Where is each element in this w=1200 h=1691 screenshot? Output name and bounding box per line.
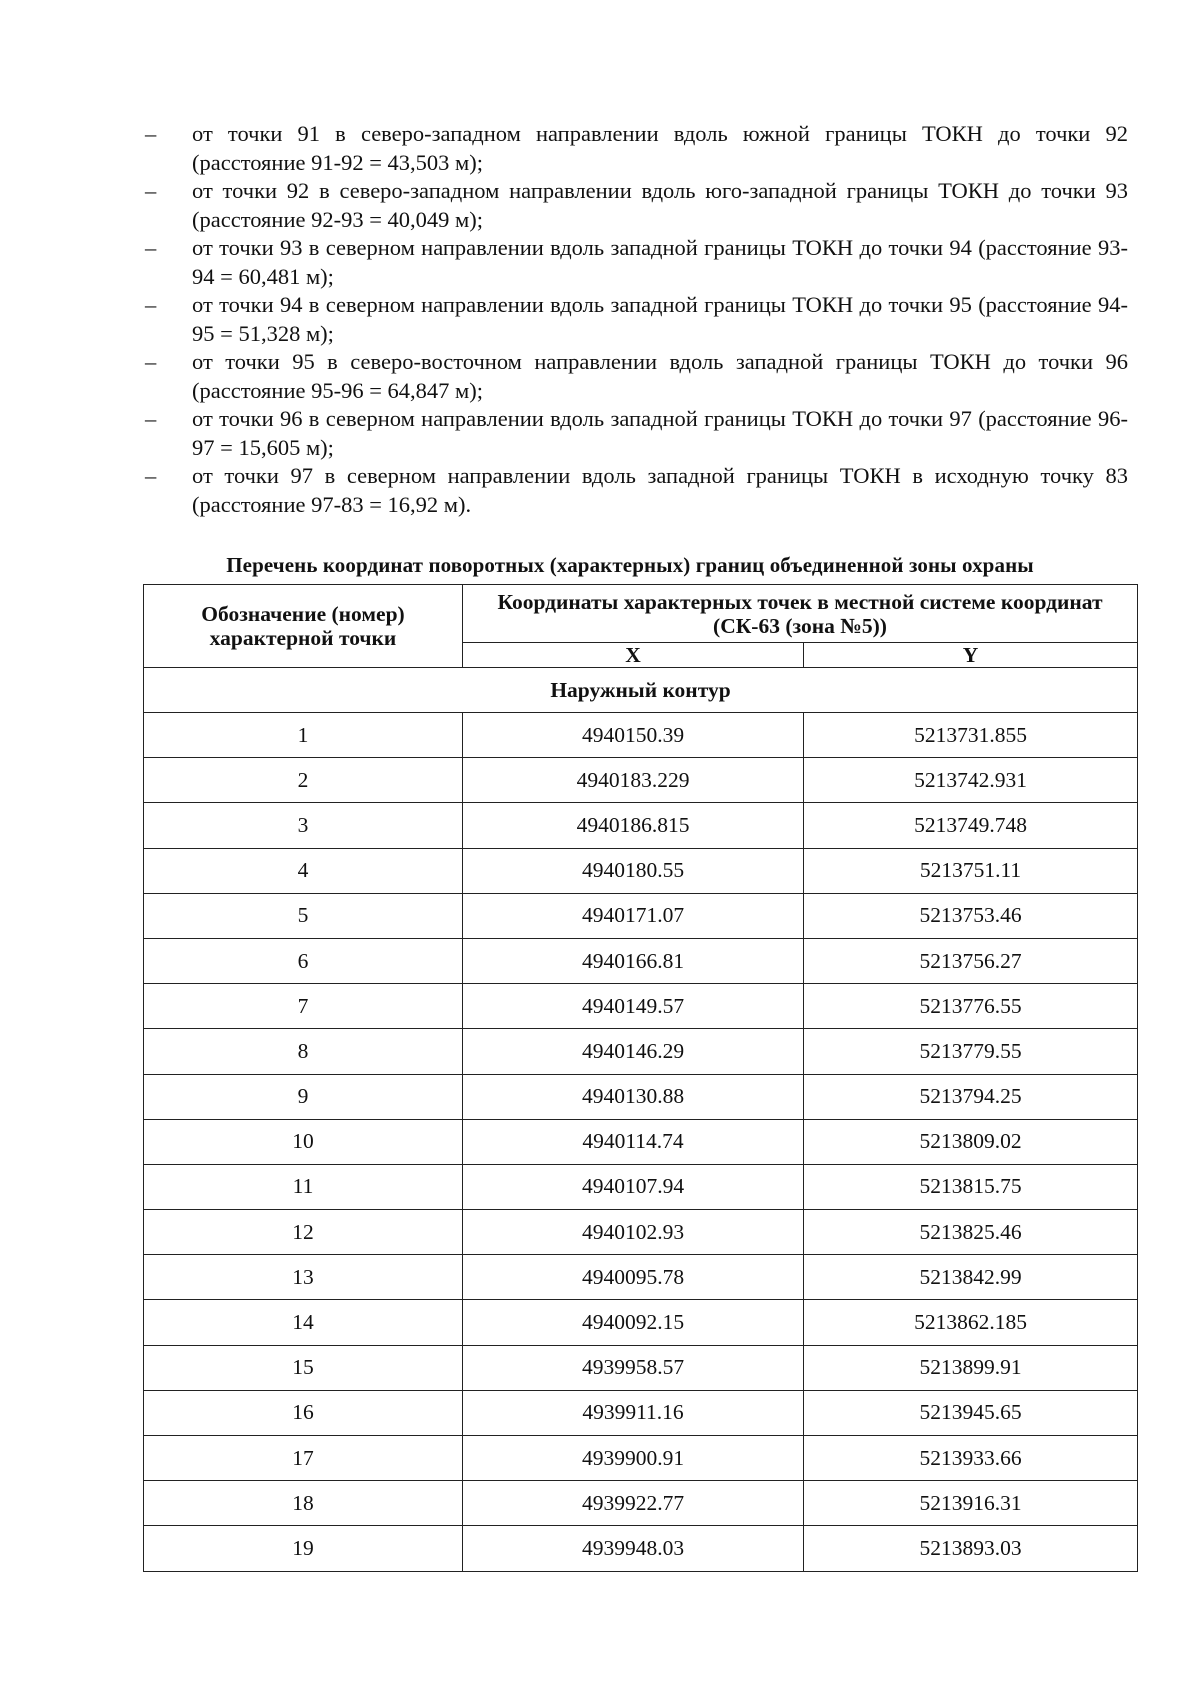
bullet-dash: –	[145, 121, 157, 146]
list-item	[145, 120, 1128, 177]
y-header: Y	[804, 643, 1138, 668]
x-value: 4940180.55	[463, 848, 804, 893]
x-value: 4939922.77	[463, 1481, 804, 1526]
table-row	[144, 713, 1138, 758]
table-row	[144, 1210, 1138, 1255]
point-number: 19	[144, 1526, 463, 1571]
y-value: 5213899.91	[804, 1345, 1138, 1390]
table-row	[144, 984, 1138, 1029]
table-row	[144, 1119, 1138, 1164]
coordinates-header: Координаты характерных точек в местной системе координат (СК-63 (зона №5))	[463, 585, 1138, 643]
table-row	[144, 1300, 1138, 1345]
list-item	[145, 462, 1128, 519]
y-value: 5213916.31	[804, 1481, 1138, 1526]
y-value: 5213753.46	[804, 893, 1138, 938]
table-row	[144, 848, 1138, 893]
point-number: 5	[144, 893, 463, 938]
y-value: 5213862.185	[804, 1300, 1138, 1345]
list-item-text: от точки 96 в северном направлении вдоль западной границы ТОКН до точки 97 (расстояние 96-97 = 15,605 м);	[192, 406, 1128, 460]
table-row	[144, 1436, 1138, 1481]
point-number: 17	[144, 1436, 463, 1481]
y-value: 5213742.931	[804, 758, 1138, 803]
table-row	[144, 893, 1138, 938]
x-value: 4940171.07	[463, 893, 804, 938]
point-number: 1	[144, 713, 463, 758]
x-value: 4939911.16	[463, 1390, 804, 1435]
list-item-text: от точки 95 в северо-восточном направлении вдоль западной границы ТОКН до точки 96 (расстояние 95-96 = 64,847 м);	[192, 349, 1128, 403]
point-number: 14	[144, 1300, 463, 1345]
point-number: 8	[144, 1029, 463, 1074]
point-number: 11	[144, 1164, 463, 1209]
point-number: 10	[144, 1119, 463, 1164]
table-row	[144, 1526, 1138, 1571]
x-value: 4940107.94	[463, 1164, 804, 1209]
table-row	[144, 938, 1138, 983]
point-number: 6	[144, 938, 463, 983]
bullet-dash: –	[145, 178, 157, 203]
point-number: 2	[144, 758, 463, 803]
point-number: 9	[144, 1074, 463, 1119]
table-row	[144, 1074, 1138, 1119]
list-item-text: от точки 93 в северном направлении вдоль западной границы ТОКН до точки 94 (расстояние 93-94 = 60,481 м);	[192, 235, 1128, 289]
bullet-dash: –	[145, 349, 157, 374]
table-row	[144, 1390, 1138, 1435]
table-row	[144, 1345, 1138, 1390]
y-value: 5213779.55	[804, 1029, 1138, 1074]
list-item	[145, 234, 1128, 291]
y-value: 5213756.27	[804, 938, 1138, 983]
x-value: 4940095.78	[463, 1255, 804, 1300]
coordinates-table	[143, 584, 1138, 1572]
y-value: 5213815.75	[804, 1164, 1138, 1209]
point-number: 16	[144, 1390, 463, 1435]
list-item-text: от точки 94 в северном направлении вдоль западной границы ТОКН до точки 95 (расстояние 94-95 = 51,328 м);	[192, 292, 1128, 346]
y-value: 5213776.55	[804, 984, 1138, 1029]
point-number: 13	[144, 1255, 463, 1300]
x-value: 4940149.57	[463, 984, 804, 1029]
bullet-dash: –	[145, 235, 157, 260]
y-value: 5213809.02	[804, 1119, 1138, 1164]
list-item-text: от точки 91 в северо-западном направлении вдоль южной границы ТОКН до точки 92 (расстояние 91-92 = 43,503 м);	[192, 121, 1128, 175]
y-value: 5213794.25	[804, 1074, 1138, 1119]
point-number: 18	[144, 1481, 463, 1526]
table-row	[144, 1481, 1138, 1526]
table-row	[144, 1029, 1138, 1074]
point-number: 15	[144, 1345, 463, 1390]
bullet-dash: –	[145, 463, 157, 488]
table-row	[144, 803, 1138, 848]
x-value: 4940166.81	[463, 938, 804, 983]
y-value: 5213945.65	[804, 1390, 1138, 1435]
point-number-header: Обозначение (номер) характерной точки	[144, 585, 463, 668]
x-value: 4940114.74	[463, 1119, 804, 1164]
x-value: 4940146.29	[463, 1029, 804, 1074]
x-value: 4939958.57	[463, 1345, 804, 1390]
x-value: 4940092.15	[463, 1300, 804, 1345]
y-value: 5213749.748	[804, 803, 1138, 848]
list-item	[145, 177, 1128, 234]
x-value: 4939948.03	[463, 1526, 804, 1571]
y-value: 5213933.66	[804, 1436, 1138, 1481]
y-value: 5213842.99	[804, 1255, 1138, 1300]
x-header: X	[463, 643, 804, 668]
x-value: 4940150.39	[463, 713, 804, 758]
point-number: 12	[144, 1210, 463, 1255]
x-value: 4940102.93	[463, 1210, 804, 1255]
list-item-text: от точки 92 в северо-западном направлении вдоль юго-западной границы ТОКН до точки 93 (расстояние 92-93 = 40,049 м);	[192, 178, 1128, 232]
list-item	[145, 291, 1128, 348]
table-row	[144, 758, 1138, 803]
point-number: 4	[144, 848, 463, 893]
x-value: 4940130.88	[463, 1074, 804, 1119]
section-label: Наружный контур	[144, 668, 1138, 713]
point-number: 3	[144, 803, 463, 848]
list-item	[145, 348, 1128, 405]
x-value: 4940186.815	[463, 803, 804, 848]
y-value: 5213751.11	[804, 848, 1138, 893]
y-value: 5213893.03	[804, 1526, 1138, 1571]
x-value: 4940183.229	[463, 758, 804, 803]
bullet-dash: –	[145, 406, 157, 431]
table-row	[144, 1164, 1138, 1209]
list-item-text: от точки 97 в северном направлении вдоль западной границы ТОКН в исходную точку 83 (расстояние 97-83 = 16,92 м).	[192, 463, 1128, 517]
table-title: Перечень координат поворотных (характерных) границ объединенной зоны охраны	[226, 553, 1034, 577]
y-value: 5213825.46	[804, 1210, 1138, 1255]
table-row	[144, 1255, 1138, 1300]
x-value: 4939900.91	[463, 1436, 804, 1481]
list-item	[145, 405, 1128, 462]
bullet-dash: –	[145, 292, 157, 317]
boundary-description-list	[145, 120, 1128, 519]
point-number: 7	[144, 984, 463, 1029]
y-value: 5213731.855	[804, 713, 1138, 758]
